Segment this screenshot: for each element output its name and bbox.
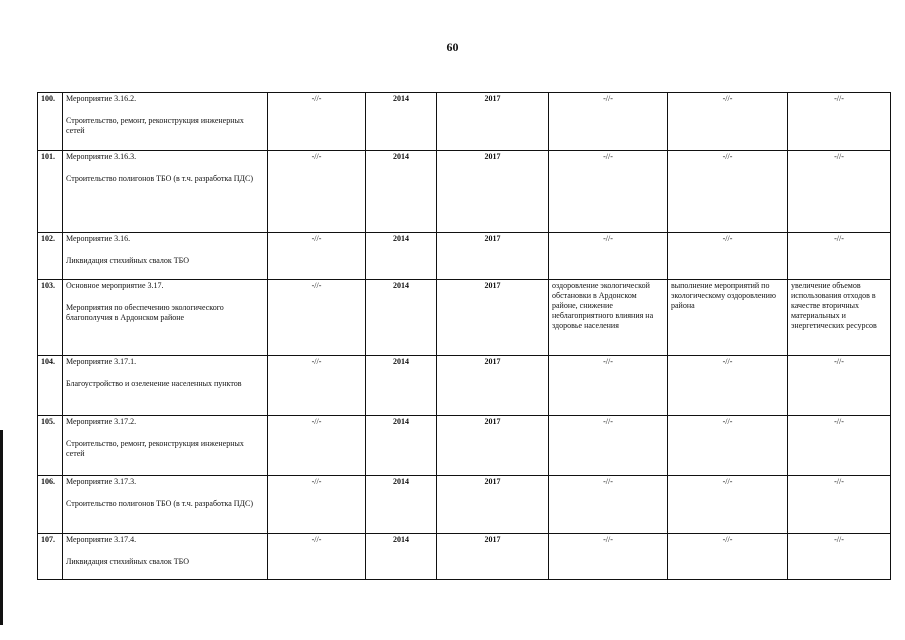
row-number: 103. bbox=[38, 280, 63, 356]
table-row bbox=[38, 151, 891, 233]
link-cell: -//- bbox=[788, 356, 891, 416]
direction-cell: -//- bbox=[668, 93, 788, 151]
result-cell: -//- bbox=[549, 233, 668, 280]
executor-cell: -//- bbox=[268, 356, 366, 416]
link-cell: -//- bbox=[788, 233, 891, 280]
table-row bbox=[38, 476, 891, 534]
result-cell: -//- bbox=[549, 416, 668, 476]
table-row bbox=[38, 93, 891, 151]
measure-name: Ликвидация стихийных свалок ТБО bbox=[66, 256, 189, 265]
direction-cell: выполнение мероприятий по экологическому оздоровлению района bbox=[668, 280, 788, 356]
start-year-cell: 2014 bbox=[366, 280, 437, 356]
measure-cell bbox=[63, 151, 268, 233]
measure-title: Мероприятие 3.17.3. bbox=[66, 477, 137, 486]
table-row bbox=[38, 280, 891, 356]
direction-cell: -//- bbox=[668, 151, 788, 233]
end-year-cell: 2017 bbox=[437, 356, 549, 416]
measure-cell bbox=[63, 93, 268, 151]
measure-cell bbox=[63, 416, 268, 476]
direction-cell: -//- bbox=[668, 233, 788, 280]
end-year-cell: 2017 bbox=[437, 416, 549, 476]
direction-cell: -//- bbox=[668, 534, 788, 580]
end-year-cell: 2017 bbox=[437, 476, 549, 534]
executor-cell: -//- bbox=[268, 534, 366, 580]
measure-title: Основное мероприятие 3.17. bbox=[66, 281, 164, 290]
executor-cell: -//- bbox=[268, 416, 366, 476]
result-cell: оздоровление экологической обстановки в Ардонском районе, снижение неблагоприятного влияния на здоровье населения bbox=[549, 280, 668, 356]
measure-cell bbox=[63, 356, 268, 416]
measure-cell bbox=[63, 233, 268, 280]
row-number: 106. bbox=[38, 476, 63, 534]
table-row bbox=[38, 534, 891, 580]
measure-name: Благоустройство и озеленение населенных пунктов bbox=[66, 379, 242, 388]
link-cell: увеличение объемов использования отходов в качестве вторичных материальных и энергетических ресурсов bbox=[788, 280, 891, 356]
end-year-cell: 2017 bbox=[437, 233, 549, 280]
start-year-cell: 2014 bbox=[366, 93, 437, 151]
measure-name: Строительство полигонов ТБО (в т.ч. разработка ПДС) bbox=[66, 174, 253, 183]
measure-cell bbox=[63, 476, 268, 534]
measure-title: Мероприятие 3.17.2. bbox=[66, 417, 137, 426]
link-cell: -//- bbox=[788, 534, 891, 580]
measure-cell bbox=[63, 534, 268, 580]
start-year-cell: 2014 bbox=[366, 356, 437, 416]
direction-cell: -//- bbox=[668, 356, 788, 416]
result-cell: -//- bbox=[549, 93, 668, 151]
measure-name: Строительство, ремонт, реконструкция инженерных сетей bbox=[66, 439, 244, 458]
end-year-cell: 2017 bbox=[437, 151, 549, 233]
end-year-cell: 2017 bbox=[437, 280, 549, 356]
executor-cell: -//- bbox=[268, 280, 366, 356]
result-cell: -//- bbox=[549, 534, 668, 580]
row-number: 101. bbox=[38, 151, 63, 233]
start-year-cell: 2014 bbox=[366, 534, 437, 580]
executor-cell: -//- bbox=[268, 93, 366, 151]
measure-title: Мероприятие 3.16.2. bbox=[66, 94, 137, 103]
start-year-cell: 2014 bbox=[366, 151, 437, 233]
start-year-cell: 2014 bbox=[366, 233, 437, 280]
measures-table bbox=[37, 92, 891, 580]
result-cell: -//- bbox=[549, 151, 668, 233]
result-cell: -//- bbox=[549, 476, 668, 534]
row-number: 100. bbox=[38, 93, 63, 151]
measure-title: Мероприятие 3.16. bbox=[66, 234, 131, 243]
result-cell: -//- bbox=[549, 356, 668, 416]
measure-name: Мероприятия по обеспечению экологического благополучия в Ардонском районе bbox=[66, 303, 224, 322]
direction-cell: -//- bbox=[668, 416, 788, 476]
row-number: 102. bbox=[38, 233, 63, 280]
page-number: 60 bbox=[446, 40, 459, 54]
measure-title: Мероприятие 3.16.3. bbox=[66, 152, 137, 161]
measure-title: Мероприятие 3.17.1. bbox=[66, 357, 137, 366]
end-year-cell: 2017 bbox=[437, 93, 549, 151]
direction-cell: -//- bbox=[668, 476, 788, 534]
measure-name: Строительство полигонов ТБО (в т.ч. разработка ПДС) bbox=[66, 499, 253, 508]
executor-cell: -//- bbox=[268, 151, 366, 233]
start-year-cell: 2014 bbox=[366, 416, 437, 476]
executor-cell: -//- bbox=[268, 476, 366, 534]
row-number: 105. bbox=[38, 416, 63, 476]
link-cell: -//- bbox=[788, 416, 891, 476]
table-row bbox=[38, 356, 891, 416]
scan-edge-mark bbox=[0, 430, 3, 625]
table-row bbox=[38, 233, 891, 280]
measure-title: Мероприятие 3.17.4. bbox=[66, 535, 137, 544]
table-row bbox=[38, 416, 891, 476]
end-year-cell: 2017 bbox=[437, 534, 549, 580]
link-cell: -//- bbox=[788, 476, 891, 534]
measure-cell bbox=[63, 280, 268, 356]
link-cell: -//- bbox=[788, 93, 891, 151]
measure-name: Ликвидация стихийных свалок ТБО bbox=[66, 557, 189, 566]
measure-name: Строительство, ремонт, реконструкция инженерных сетей bbox=[66, 116, 244, 135]
row-number: 104. bbox=[38, 356, 63, 416]
executor-cell: -//- bbox=[268, 233, 366, 280]
start-year-cell: 2014 bbox=[366, 476, 437, 534]
row-number: 107. bbox=[38, 534, 63, 580]
link-cell: -//- bbox=[788, 151, 891, 233]
